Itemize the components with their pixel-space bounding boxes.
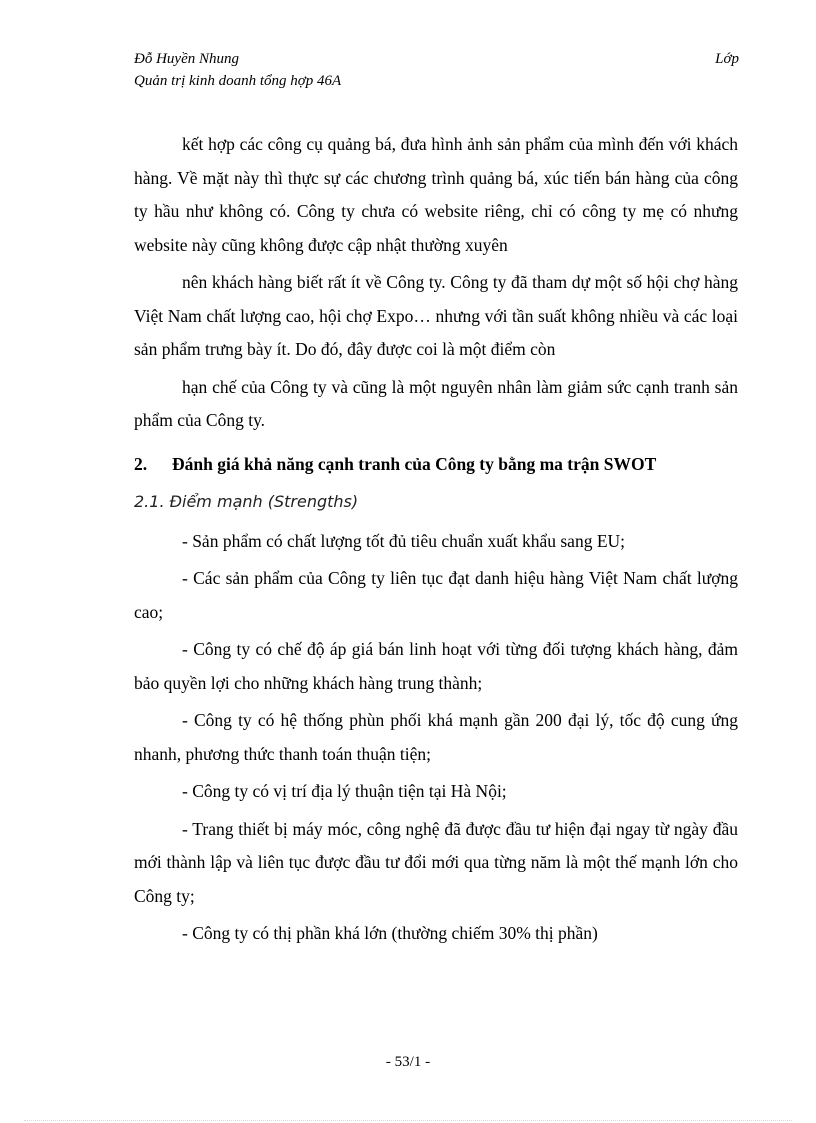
strength-item: - Công ty có hệ thống phùn phối khá mạnh gần 200 đại lý, tốc độ cung ứng nhanh, phương thức thanh toán thuận tiện; <box>134 710 738 764</box>
strength-item: - Công ty có vị trí địa lý thuận tiện tại Hà Nội; <box>182 781 507 801</box>
section-title: Đánh giá khả năng cạnh tranh của Công ty bằng ma trận SWOT <box>172 453 657 474</box>
paragraph: kết hợp các công cụ quảng bá, đưa hình ảnh sản phẩm của mình đến với khách hàng. Về mặt này thì thực sự các chương trình quảng bá, xúc tiến bán hàng của công ty hầu như không có. Công ty chưa có website riêng, chỉ có công ty mẹ có nhưng website này cũng không được cập nhật thường xuyên <box>134 134 738 255</box>
header-author: Đỗ Huyền Nhung <box>134 51 239 67</box>
page-bottom-divider <box>24 1120 792 1121</box>
strength-item: - Trang thiết bị máy móc, công nghệ đã được đầu tư hiện đại ngay từ ngày đầu mới thành lập và liên tục được đầu tư đổi mới qua từng năm là một thế mạnh lớn cho Công ty; <box>134 818 738 906</box>
paragraph: nên khách hàng biết rất ít về Công ty. Công ty đã tham dự một số hội chợ hàng Việt Nam chất lượng cao, hội chợ Expo… nhưng với tần suất không nhiều và các loại sản phẩm trưng bày ít. Do đó, đây được coi là một điểm còn <box>134 272 738 359</box>
section-number: 2. <box>134 453 148 474</box>
header-class-label: Lớp <box>715 51 739 67</box>
subsection-heading: 2.1. Điểm mạnh (Strengths) <box>134 491 359 511</box>
section-heading <box>134 448 738 481</box>
strength-item: - Công ty có chế độ áp giá bán linh hoạt với từng đối tượng khách hàng, đảm bảo quyền lợi cho những khách hàng trung thành; <box>134 639 738 693</box>
paragraph: hạn chế của Công ty và cũng là một nguyên nhân làm giảm sức cạnh tranh sản phẩm của Công ty. <box>134 376 738 430</box>
document-body <box>134 128 738 955</box>
strength-item: - Các sản phẩm của Công ty liên tục đạt danh hiệu hàng Việt Nam chất lượng cao; <box>134 568 738 622</box>
strength-item: - Công ty có thị phần khá lớn (thường chiếm 30% thị phần) <box>182 923 598 943</box>
strength-item: - Sản phẩm có chất lượng tốt đủ tiêu chuẩn xuất khẩu sang EU; <box>182 530 626 551</box>
page-number: - 53/1 - <box>385 1054 431 1070</box>
header-program: Quản trị kinh doanh tổng hợp 46A <box>134 73 342 89</box>
page-header-left <box>134 48 341 92</box>
